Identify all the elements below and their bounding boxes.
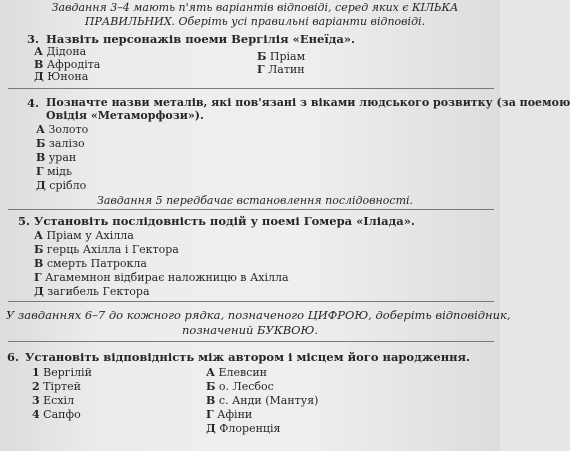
question-6-text: Установіть відповідність між автором і місцем його народження. (25, 350, 471, 364)
option-letter: В (34, 58, 44, 71)
q4-option-c[interactable] (36, 151, 76, 164)
option-text: Пріам (269, 50, 306, 63)
q6-right-option-d[interactable] (206, 408, 252, 421)
option-letter: Г (36, 165, 44, 178)
q3-option-b[interactable] (257, 50, 305, 63)
q3-option-d[interactable] (257, 63, 305, 76)
option-text: Афродіта (46, 58, 101, 71)
option-letter: В (36, 151, 46, 164)
option-text: Дідона (46, 45, 87, 58)
question-3-text: Назвіть персонажів поеми Вергілія «Енеїда». (46, 32, 356, 46)
section-divider (8, 88, 494, 89)
item-number: 4 (32, 408, 40, 421)
question-4-text-line1: Позначте назви металів, які пов'язані з віками людського розвитку (за поемою (46, 96, 570, 109)
item-text: Тіртей (43, 380, 81, 393)
q4-option-e[interactable] (36, 179, 86, 192)
option-letter: Б (206, 380, 216, 393)
option-letter: В (34, 257, 44, 270)
option-text: герць Ахілла і Гектора (46, 243, 179, 256)
option-text: залізо (48, 137, 85, 150)
option-text: с. Анди (Мантуя) (218, 394, 319, 407)
instruction-tasks-3-4-line1: Завдання 3–4 мають п'ять варіантів відповіді, серед яких є КІЛЬКА (51, 1, 459, 14)
instruction-tasks-6-7-line2: позначений БУКВОЮ. (182, 323, 318, 337)
q6-right-option-b[interactable] (206, 380, 274, 393)
option-text: мідь (47, 165, 72, 178)
option-letter: Д (34, 70, 44, 83)
option-text: Юнона (47, 70, 89, 83)
option-text: Флоренція (219, 422, 281, 435)
option-letter: В (206, 394, 216, 407)
q6-right-option-a[interactable] (206, 366, 267, 379)
option-text: срібло (49, 179, 87, 192)
question-4-text-line2: Овідія «Метаморфози»). (46, 109, 204, 122)
option-letter: А (206, 366, 215, 379)
q6-left-item-3[interactable] (32, 394, 74, 407)
option-text: Золото (48, 123, 89, 136)
item-number: 2 (32, 380, 40, 393)
option-letter: А (36, 123, 45, 136)
item-number: 3 (32, 394, 40, 407)
q5-option-c[interactable] (34, 257, 147, 270)
q3-option-e[interactable] (34, 70, 88, 83)
question-5-text: Установіть послідовність подій у поемі Гомера «Іліада». (34, 214, 415, 228)
option-text: Агамемнон відбирає наложницю в Ахілла (45, 271, 289, 284)
option-letter: Д (34, 285, 44, 298)
q6-right-option-c[interactable] (206, 394, 318, 407)
option-text: загибель Гектора (47, 285, 150, 298)
option-letter: Г (34, 271, 42, 284)
item-text: Есхіл (43, 394, 75, 407)
q4-option-d[interactable] (36, 165, 72, 178)
instruction-task-5: Завдання 5 передбачає встановлення послідовності. (96, 194, 414, 207)
option-text: Елевсин (218, 366, 268, 379)
option-letter: Б (36, 137, 46, 150)
q5-option-b[interactable] (34, 243, 179, 256)
q6-left-item-2[interactable] (32, 380, 81, 393)
option-letter: А (34, 229, 43, 242)
question-5-number: 5. (18, 214, 31, 228)
section-divider (8, 301, 494, 302)
question-3-number: 3. (27, 32, 40, 46)
q3-option-a[interactable] (34, 45, 86, 58)
instruction-tasks-3-4-line2: ПРАВИЛЬНИХ. Оберіть усі правильні варіанти відповіді. (84, 15, 426, 28)
option-letter: Г (257, 63, 265, 76)
q5-option-e[interactable] (34, 285, 150, 298)
option-letter: Б (257, 50, 267, 63)
option-letter: Д (206, 422, 216, 435)
option-letter: Д (36, 179, 46, 192)
q6-left-item-1[interactable] (32, 366, 92, 379)
section-divider (8, 209, 494, 210)
section-divider (8, 341, 494, 342)
q6-right-option-e[interactable] (206, 422, 280, 435)
q4-option-b[interactable] (36, 137, 85, 150)
option-text: уран (48, 151, 77, 164)
question-6-number: 6. (7, 350, 20, 364)
q6-left-item-4[interactable] (32, 408, 81, 421)
option-letter: Г (206, 408, 214, 421)
q5-option-a[interactable] (34, 229, 134, 242)
option-text: Латин (268, 63, 305, 76)
item-text: Вергілій (43, 366, 92, 379)
option-text: о. Лесбос (218, 380, 274, 393)
option-text: смерть Патрокла (46, 257, 147, 270)
q4-option-a[interactable] (36, 123, 88, 136)
option-letter: А (34, 45, 43, 58)
option-letter: Б (34, 243, 44, 256)
q5-option-d[interactable] (34, 271, 289, 284)
option-text: Афіни (217, 408, 253, 421)
question-4-number: 4. (27, 96, 40, 110)
item-number: 1 (32, 366, 40, 379)
instruction-tasks-6-7-line1: У завданнях 6–7 до кожного рядка, позначеного ЦИФРОЮ, доберіть відповідник, (6, 308, 511, 322)
item-text: Сапфо (43, 408, 81, 421)
option-text: Пріам у Ахілла (46, 229, 134, 242)
